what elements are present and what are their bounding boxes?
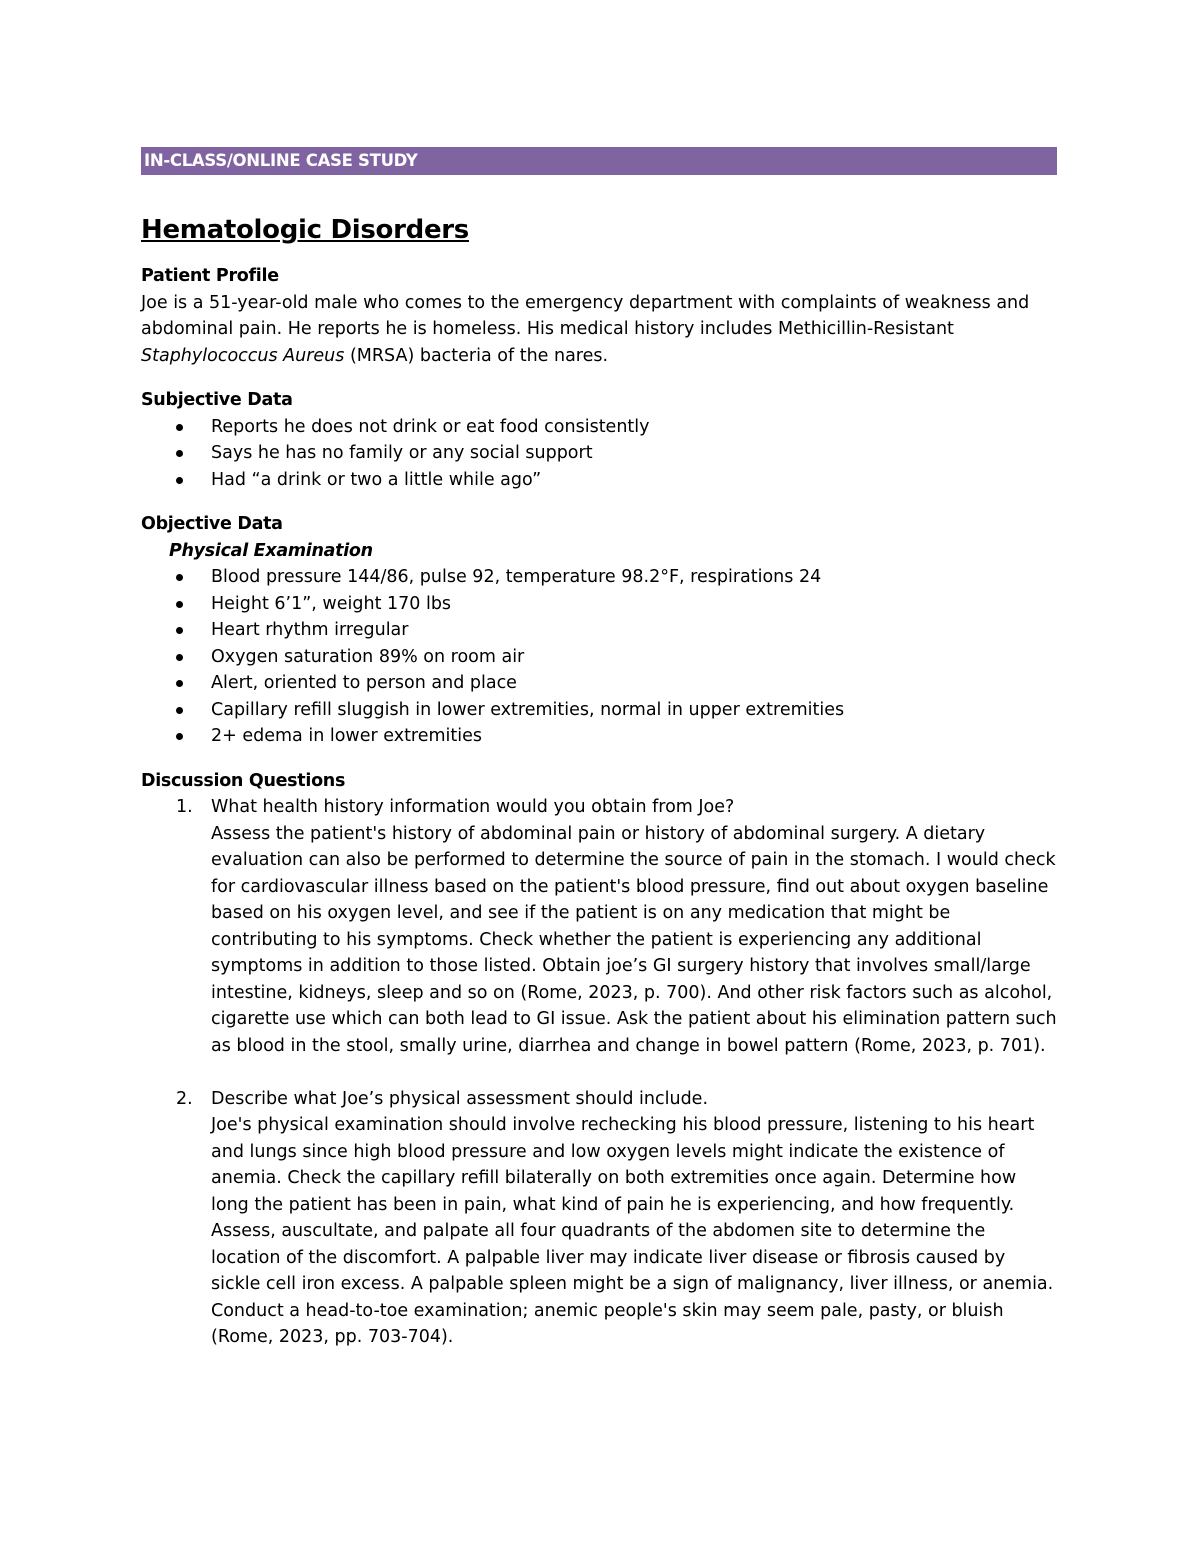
document-content xyxy=(141,147,1057,1351)
list-item xyxy=(141,440,1057,467)
bullet-icon xyxy=(176,574,183,581)
bullet-icon xyxy=(176,627,183,634)
case-study-banner: IN-CLASS/ONLINE CASE STUDY xyxy=(141,147,1057,175)
list-item xyxy=(141,670,1057,697)
list-item-text: Alert, oriented to person and place xyxy=(211,673,517,693)
subjective-data-heading: Subjective Data xyxy=(141,390,293,410)
list-item-text: Reports he does not drink or eat food consistently xyxy=(211,416,650,437)
list-item-text: 2+ edema in lower extremities xyxy=(211,726,483,746)
list-item xyxy=(141,414,1057,441)
bullet-icon xyxy=(176,424,183,431)
discussion-questions-heading: Discussion Questions xyxy=(141,770,346,791)
list-item-text: Blood pressure 144/86, pulse 92, temperature 98.2°F, respirations 24 xyxy=(211,567,822,587)
list-item-text: Says he has no family or any social support xyxy=(211,443,593,463)
list-item xyxy=(141,617,1057,644)
list-item xyxy=(141,723,1057,750)
bullet-icon xyxy=(176,733,183,740)
list-item-text: Oxygen saturation 89% on room air xyxy=(211,646,525,667)
list-item xyxy=(141,467,1057,494)
patient-profile-text xyxy=(141,290,1057,370)
bullet-icon xyxy=(176,477,183,484)
profile-text-end: (MRSA) bacteria of the nares. xyxy=(344,345,609,366)
question-text: Describe what Joe’s physical assessment should include. xyxy=(211,1088,709,1109)
patient-profile-heading: Patient Profile xyxy=(141,266,279,286)
question-item xyxy=(141,794,1057,1059)
list-item xyxy=(141,591,1057,618)
bullet-icon xyxy=(176,707,183,714)
objective-data-list xyxy=(141,564,1057,750)
discussion-questions-list xyxy=(141,794,1057,1351)
bullet-icon xyxy=(176,680,183,687)
list-item-text: Had “a drink or two a little while ago” xyxy=(211,469,542,490)
question-number: 2. xyxy=(176,1088,193,1109)
list-item-text: Heart rhythm irregular xyxy=(211,620,409,640)
bullet-icon xyxy=(176,601,183,608)
list-item-text: Height 6’1”, weight 170 lbs xyxy=(211,593,452,614)
profile-text-start: Joe is a 51-year-old male who comes to the emergency department with complaints of weakness and abdominal pain. He reports he is homeless. His medical history includes Methicillin-Resistant xyxy=(141,292,1030,339)
physical-examination-subheading: Physical Examination xyxy=(169,540,373,561)
list-item xyxy=(141,564,1057,591)
list-item xyxy=(141,644,1057,671)
question-text: What health history information would you obtain from Joe? xyxy=(211,797,735,817)
question-number: 1. xyxy=(176,797,193,817)
question-item xyxy=(141,1086,1057,1351)
bullet-icon xyxy=(176,654,183,661)
list-item-text: Capillary refill sluggish in lower extremities, normal in upper extremities xyxy=(211,699,845,720)
profile-text-italic: Staphylococcus Aureus xyxy=(141,345,345,366)
bullet-icon xyxy=(176,450,183,457)
subjective-data-list xyxy=(141,414,1057,494)
document-title: Hematologic Disorders xyxy=(141,215,469,245)
objective-data-heading: Objective Data xyxy=(141,514,283,534)
list-item xyxy=(141,697,1057,724)
answer-text: Assess the patient's history of abdominal pain or history of abdominal surgery. A dietary evaluation can also be performed to determine the source of pain in the stomach. I would check for cardiovascular illness based on the patient's blood pressure, find out about oxygen baseline based on his oxygen level, and see if the patient is on any medication that might be contributing to his symptoms. Check whether the patient is experiencing any additional symptoms in addition to those listed. Obtain joe’s GI surgery history that involves small/large intestine, kidneys, sleep and so on (Rome, 2023, p. 700). And other risk factors such as alcohol, cigarette use which can both lead to GI issue. Ask the patient about his elimination pattern such as blood in the stool, smally urine, diarrhea and change in bowel pattern (Rome, 2023, p. 701). xyxy=(211,823,1057,1056)
answer-text: Joe's physical examination should involve rechecking his blood pressure, listening to his heart and lungs since high blood pressure and low oxygen levels might indicate the existence of anemia. Check the capillary refill bilaterally on both extremities once again. Determine how long the patient has been in pain, what kind of pain he is experiencing, and how frequently. Assess, auscultate, and palpate all four quadrants of the abdomen site to determine the location of the discomfort. A palpable liver may indicate liver disease or fibrosis caused by sickle cell iron excess. A palpable spleen might be a sign of malignancy, liver illness, or anemia. Conduct a head-to-toe examination; anemic people's skin may seem pale, pasty, or bluish (Rome, 2023, pp. 703-704). xyxy=(211,1115,1054,1347)
